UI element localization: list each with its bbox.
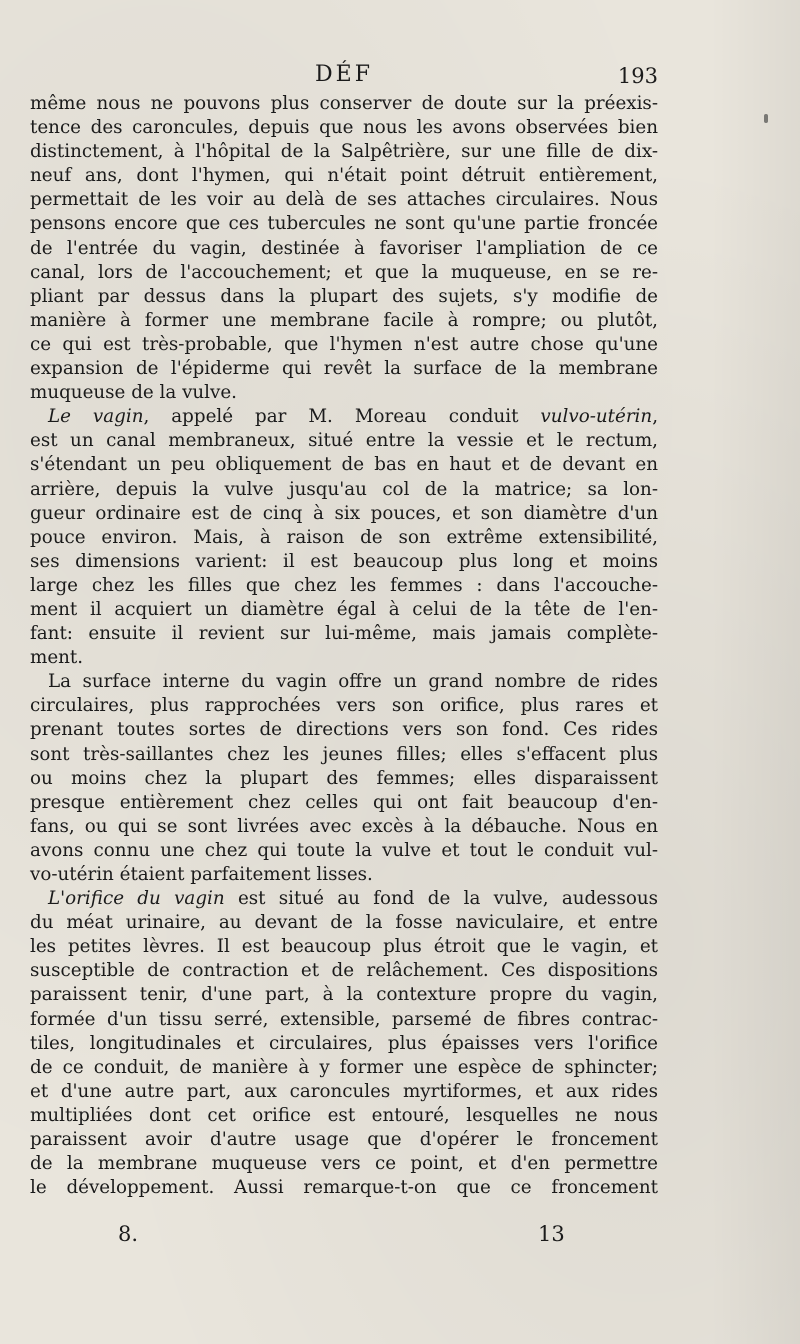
line-text: muqueuse de la vulve. bbox=[30, 382, 237, 404]
line-text: s'étendant un peu obliquement de bas en haut et de devant en bbox=[30, 454, 658, 476]
text-line bbox=[30, 381, 658, 405]
text-line bbox=[30, 429, 658, 453]
text-line bbox=[30, 188, 658, 212]
line-text: canal, lors de l'accouchement; et que la muqueuse, en se re- bbox=[30, 261, 658, 283]
text-line bbox=[30, 1008, 658, 1032]
page-fold-shadow bbox=[710, 0, 800, 1344]
line-text: arrière, depuis la vulve jusqu'au col de la matrice; sa lon- bbox=[30, 478, 658, 500]
text-line bbox=[30, 140, 658, 164]
text-line bbox=[30, 116, 658, 140]
text-line bbox=[30, 718, 658, 742]
text-line bbox=[30, 212, 658, 236]
text-line bbox=[30, 357, 658, 381]
text-line bbox=[30, 670, 658, 694]
line-text: de ce conduit, de manière à y former une espèce de sphincter; bbox=[30, 1056, 658, 1078]
text-line bbox=[30, 574, 658, 598]
line-text: est situé au fond de la vulve, audessous bbox=[224, 888, 658, 910]
text-line bbox=[30, 1128, 658, 1152]
text-line bbox=[30, 911, 658, 935]
line-text: , appelé par M. Moreau conduit bbox=[143, 406, 541, 428]
line-text: même nous ne pouvons plus conserver de doute sur la préexis- bbox=[30, 93, 658, 114]
text-line bbox=[30, 1152, 658, 1176]
line-text: avons connu une chez qui toute la vulve et tout le conduit vul- bbox=[30, 839, 658, 861]
line-text: ses dimensions varient: il est beaucoup plus long et moins bbox=[30, 550, 658, 572]
line-text: et d'une autre part, aux caroncules myrtiformes, et aux rides bbox=[30, 1080, 658, 1102]
italic-term: L'orifice du vagin bbox=[48, 888, 225, 910]
text-line bbox=[30, 1056, 658, 1080]
running-head: DÉF bbox=[315, 62, 373, 87]
page-number: 193 bbox=[617, 64, 658, 88]
line-text: gueur ordinaire est de cinq à six pouces, et son diamètre d'un bbox=[30, 502, 658, 524]
line-text: prenant toutes sortes de directions vers son fond. Ces rides bbox=[30, 719, 658, 741]
line-text: de l'entrée du vagin, destinée à favoriser l'ampliation de ce bbox=[30, 237, 658, 259]
text-line bbox=[30, 839, 658, 863]
text-line bbox=[30, 863, 658, 887]
text-line bbox=[30, 767, 658, 791]
line-text: est un canal membraneux, situé entre la vessie et le rectum, bbox=[30, 430, 658, 452]
line-text: multipliées dont cet orifice est entouré, lesquelles ne nous bbox=[30, 1104, 658, 1126]
line-text: fans, ou qui se sont livrées avec excès à la débauche. Nous en bbox=[30, 815, 658, 837]
text-line bbox=[30, 285, 658, 309]
line-text: , bbox=[652, 406, 658, 428]
line-text: circulaires, plus rapprochées vers son orifice, plus rares et bbox=[30, 695, 658, 717]
line-text: susceptible de contraction et de relâchement. Ces dispositions bbox=[30, 960, 658, 982]
line-text: vo-utérin étaient parfaitement lisses. bbox=[30, 864, 373, 885]
line-text: ment. bbox=[30, 647, 84, 669]
line-text: les petites lèvres. Il est beaucoup plus étroit que le vagin, et bbox=[30, 936, 658, 958]
line-text: presque entièrement chez celles qui ont fait beaucoup d'en- bbox=[30, 791, 658, 813]
text-line bbox=[30, 983, 658, 1007]
line-text: ce qui est très-probable, que l'hymen n'est autre chose qu'une bbox=[30, 333, 658, 355]
line-text: permettait de les voir au delà de ses attaches circulaires. Nous bbox=[30, 189, 658, 211]
text-line bbox=[30, 502, 658, 526]
line-text: du méat urinaire, au devant de la fosse naviculaire, et entre bbox=[30, 912, 658, 934]
text-line bbox=[30, 92, 658, 116]
text-line bbox=[30, 478, 658, 502]
line-text: distinctement, à l'hôpital de la Salpêtrière, sur une fille de dix- bbox=[30, 141, 658, 163]
text-line bbox=[30, 598, 658, 622]
line-text: tence des caroncules, depuis que nous les avons observées bien bbox=[30, 117, 658, 139]
italic-term: Le vagin bbox=[48, 406, 144, 428]
line-text: expansion de l'épiderme qui revêt la surface de la membrane bbox=[30, 358, 658, 380]
text-line bbox=[30, 550, 658, 574]
text-line bbox=[30, 622, 658, 646]
signature-mark: 8. bbox=[118, 1222, 139, 1246]
body-text bbox=[30, 92, 658, 1200]
line-text: neuf ans, dont l'hymen, qui n'était point détruit entièrement, bbox=[30, 165, 658, 187]
page-header bbox=[30, 60, 658, 94]
line-text: formée d'un tissu serré, extensible, parsemé de fibres contrac- bbox=[30, 1008, 658, 1030]
text-line bbox=[30, 815, 658, 839]
line-text: fant: ensuite il revient sur lui-même, mais jamais complète- bbox=[30, 623, 658, 645]
text-line bbox=[30, 526, 658, 550]
line-text: ou moins chez la plupart des femmes; elles disparaissent bbox=[30, 767, 658, 789]
text-line bbox=[30, 694, 658, 718]
text-line bbox=[30, 887, 658, 911]
sheet-number: 13 bbox=[538, 1222, 565, 1246]
text-line bbox=[30, 743, 658, 767]
line-text: pensons encore que ces tubercules ne sont qu'une partie froncée bbox=[30, 213, 658, 235]
line-text: tiles, longitudinales et circulaires, plus épaisses vers l'orifice bbox=[30, 1032, 658, 1054]
text-line bbox=[30, 405, 658, 429]
line-text: sont très-saillantes chez les jeunes filles; elles s'effacent plus bbox=[30, 743, 658, 765]
text-line bbox=[30, 333, 658, 357]
text-line bbox=[30, 1032, 658, 1056]
text-line bbox=[30, 309, 658, 333]
line-text: ment il acquiert un diamètre égal à celui de la tête de l'en- bbox=[30, 598, 658, 620]
line-text: de la membrane muqueuse vers ce point, et d'en permettre bbox=[30, 1153, 658, 1175]
line-text: pouce environ. Mais, à raison de son extrême extensibilité, bbox=[30, 526, 658, 548]
page-footer bbox=[30, 1222, 658, 1252]
text-line bbox=[30, 935, 658, 959]
line-text: paraissent tenir, d'une part, à la contexture propre du vagin, bbox=[30, 984, 658, 1006]
line-text: manière à former une membrane facile à rompre; ou plutôt, bbox=[30, 309, 658, 331]
text-line bbox=[30, 261, 658, 285]
text-line bbox=[30, 1080, 658, 1104]
text-line bbox=[30, 453, 658, 477]
text-line bbox=[30, 959, 658, 983]
text-line bbox=[30, 791, 658, 815]
line-text: le développement. Aussi remarque-t-on que ce froncement bbox=[30, 1177, 658, 1199]
text-line bbox=[30, 237, 658, 261]
text-line bbox=[30, 164, 658, 188]
line-text: paraissent avoir d'autre usage que d'opérer le froncement bbox=[30, 1129, 658, 1151]
text-line bbox=[30, 1104, 658, 1128]
text-line bbox=[30, 646, 658, 670]
italic-term: vulvo-utérin bbox=[540, 406, 653, 428]
line-text: La surface interne du vagin offre un grand nombre de rides bbox=[48, 671, 658, 693]
line-text: large chez les filles que chez les femmes : dans l'accouche- bbox=[30, 574, 658, 596]
ink-speck bbox=[764, 114, 768, 123]
line-text: pliant par dessus dans la plupart des sujets, s'y modifie de bbox=[30, 285, 658, 307]
text-line bbox=[30, 1176, 658, 1200]
